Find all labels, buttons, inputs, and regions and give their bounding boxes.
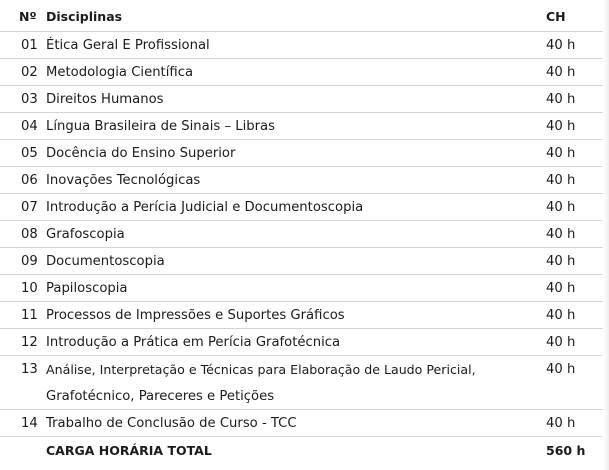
row-discipline: Processos de Impressões e Suportes Gráficos [46, 308, 345, 323]
header-num: Nº [19, 9, 37, 24]
row-num: 02 [21, 65, 38, 80]
total-ch: 560 h [546, 443, 586, 458]
row-num: 10 [21, 281, 38, 296]
table-row [0, 140, 609, 167]
row-discipline: Trabalho de Conclusão de Curso - TCC [46, 416, 297, 431]
row-discipline: Língua Brasileira de Sinais – Libras [46, 119, 276, 134]
row-discipline: Docência do Ensino Superior [46, 146, 236, 161]
row-discipline: Análise, Interpretação e Técnicas para Elaboração de Laudo Pericial, [46, 362, 476, 377]
row-discipline: Documentoscopia [46, 254, 165, 269]
table-row [0, 248, 609, 275]
row-num: 11 [21, 308, 38, 323]
right-edge-shadow [603, 0, 609, 470]
table-header-row [0, 2, 609, 32]
table-row [0, 329, 609, 356]
row-ch: 40 h [546, 227, 576, 242]
row-discipline: Inovações Tecnológicas [46, 173, 201, 188]
row-ch: 40 h [546, 92, 576, 107]
total-label: CARGA HORÁRIA TOTAL [46, 443, 212, 458]
table-row [0, 167, 609, 194]
row-discipline: Introdução a Prática em Perícia Grafotécnica [46, 335, 341, 350]
table-row [0, 302, 609, 329]
row-discipline: Grafoscopia [46, 227, 125, 242]
row-discipline: Introdução a Perícia Judicial e Documentoscopia [46, 200, 364, 215]
total-row [0, 437, 609, 464]
row-num: 14 [21, 416, 38, 431]
row-num: 04 [21, 119, 38, 134]
row-ch: 40 h [546, 173, 576, 188]
header-disciplinas: Disciplinas [46, 9, 123, 24]
row-discipline: Metodologia Científica [46, 65, 194, 80]
table-row [0, 113, 609, 140]
row-num: 01 [21, 38, 38, 53]
row-discipline: Ética Geral E Profissional [46, 38, 210, 53]
table-row [0, 221, 609, 248]
row-num: 03 [21, 92, 38, 107]
table-row [0, 59, 609, 86]
row-discipline: Direitos Humanos [46, 92, 164, 107]
row-ch: 40 h [546, 65, 576, 80]
table-row [0, 194, 609, 221]
row-ch: 40 h [546, 335, 576, 350]
row-ch: 40 h [546, 119, 576, 134]
row-ch: 40 h [546, 362, 576, 377]
row-num: 13 [21, 362, 38, 377]
row-ch: 40 h [546, 146, 576, 161]
row-num: 06 [21, 173, 38, 188]
header-ch: CH [546, 9, 566, 24]
row-num: 05 [21, 146, 38, 161]
row-discipline: Papiloscopia [46, 281, 128, 296]
row-ch: 40 h [546, 308, 576, 323]
table-row [0, 275, 609, 302]
table-row [0, 356, 609, 410]
row-num: 07 [21, 200, 38, 215]
row-discipline-continuation: Grafotécnico, Pareceres e Petições [46, 389, 275, 404]
table-row [0, 32, 609, 59]
row-num: 08 [21, 227, 38, 242]
row-ch: 40 h [546, 416, 576, 431]
table-row [0, 86, 609, 113]
row-ch: 40 h [546, 254, 576, 269]
table-row [0, 410, 609, 437]
row-ch: 40 h [546, 200, 576, 215]
row-num: 12 [21, 335, 38, 350]
row-ch: 40 h [546, 38, 576, 53]
row-num: 09 [21, 254, 38, 269]
row-ch: 40 h [546, 281, 576, 296]
